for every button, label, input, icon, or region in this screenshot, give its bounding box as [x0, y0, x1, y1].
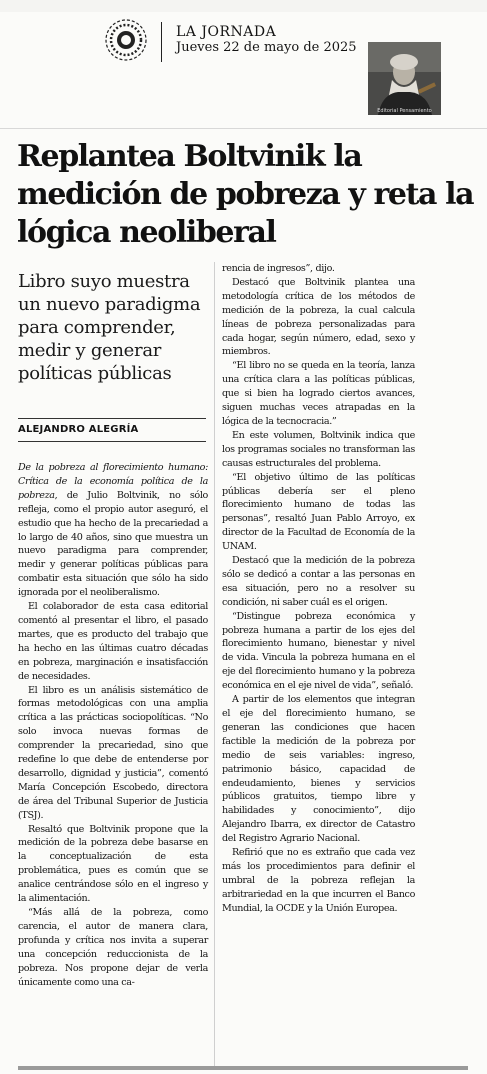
article-column-2 [222, 262, 415, 916]
paragraph: rencia de ingresos”, dijo. [222, 263, 335, 274]
paragraph: En este volumen, Boltvinik indica que los programas sociales no transforman las causas estructurales del problema. [222, 429, 415, 469]
article-subheadline: Libro suyo muestra un nuevo paradigma para comprender, medir y generar políticas públicas [18, 271, 201, 384]
paragraph: Destacó que Boltvinik plantea una metodología crítica de los métodos de medición de la pobreza, la cual calcula líneas de pobreza personalizadas para cada hogar, según número, edad, sexo y miembros. [222, 276, 415, 358]
paragraph: Refirió que no es extraño que cada vez más los procedimientos para definir el umbral de la pobreza reflejan la arbitrariedad en la que incurren el Banco Mundial, la OCDE y la Unión Europea. [222, 847, 415, 914]
top-strip [0, 0, 487, 12]
paragraph: El colaborador de esta casa editorial comentó al presentar el libro, el pasado martes, que es producto del trabajo que ha hecho en las últimas cuatro décadas en pobreza, marginación e insatisfacción de necesidades. [18, 601, 208, 682]
publication-name: LA JORNADA [176, 24, 277, 40]
footer-rule [18, 1066, 468, 1070]
byline-rule-bottom [18, 441, 206, 442]
author-photo [368, 42, 441, 115]
paragraph: “El libro no se queda en la teoría, lanza una crítica clara a las políticas públicas, que si bien ha logrado ciertos avances, siguen muchas veces atrapadas en la lógica de la tecnocracia.” [222, 360, 415, 427]
sun-logo-icon [103, 17, 149, 63]
paragraph: “Distingue pobreza económica y pobreza humana a partir de los ejes del florecimiento humano, bienestar y nivel de vida. Vincula la pobreza humana en el eje del florecimiento humano y la pobreza económica en el eje nivel de vida”, señaló. [222, 610, 415, 692]
article-column-1 [18, 461, 208, 989]
paragraph: De la pobreza al florecimiento humano: Crítica de la economía política de la pobreza, de Julio Boltvinik, no sólo refleja, como el propio autor aseguró, el estudio que ha hecho de la precariedad a lo largo de 40 años, sino que muestra un nuevo paradigma para comprender, medir y generar políticas públicas para combatir esta situación que sólo ha sido ignorada por el neoliberalismo. [18, 462, 208, 599]
paragraph: Resaltó que Boltvinik propone que la medición de la pobreza debe basarse en la conceptualización de esta problemática, pues es común que se analice centrándose sólo en el ingreso y la alimentación. [18, 823, 208, 905]
byline-rule-top [18, 418, 206, 419]
article-byline: ALEJANDRO ALEGRÍA [18, 424, 139, 435]
book-title: De la pobreza al florecimiento humano: Crítica de la economía política de la pobreza [18, 462, 208, 501]
masthead-divider [161, 22, 162, 62]
photo-caption: Editorial Pensamiento [377, 108, 432, 114]
paragraph: A partir de los elementos que integran el eje del florecimiento humano, se generan las condiciones que hacen factible la medición de la pobreza por medio de seis variables: ingreso, patrimonio básico, capacidad de endeudamiento, bienes y servicios públicos gratuitos, tiempo libre y habilidades y conocimiento”, dijo Alejandro Ibarra, ex director de Catastro del Registro Agrario Nacional. [222, 694, 415, 845]
column-divider [214, 262, 215, 1067]
paragraph: Destacó que la medición de la pobreza sólo se dedicó a contar a las personas en esa situación, pero no a resolver su condición, ni saber cuál es el origen. [222, 555, 415, 608]
portrait-image [368, 42, 441, 115]
paragraph: “Más allá de la pobreza, como carencia, el autor de manera clara, profunda y crítica nos invita a superar una concepción reduccionista de la pobreza. Nos propone dejar de verla únicamente como una ca- [18, 907, 208, 988]
publication-date: Jueves 22 de mayo de 2025 [176, 40, 357, 55]
paragraph: El libro es un análisis sistemático de formas metodológicas con una amplia crítica a las prácticas sociopolíticas. “No solo invoca nuevas formas de comprender la precariedad, sino que redefine lo que debe de entenderse por desarrollo, dignidad y justicia”, comentó María Concepción Escobedo, directora de área del Tribunal Superior de Justicia (TSJ). [18, 684, 208, 821]
article-headline: Replantea Boltvinik la medición de pobreza y reta la lógica neoliberal [17, 139, 474, 250]
header-separator [0, 128, 487, 129]
paragraph: “El objetivo último de las políticas públicas debería ser el pleno florecimiento humano de todas las personas”, resaltó Juan Pablo Arroyo, ex director de la Facultad de Economía de la UNAM. [222, 471, 415, 553]
